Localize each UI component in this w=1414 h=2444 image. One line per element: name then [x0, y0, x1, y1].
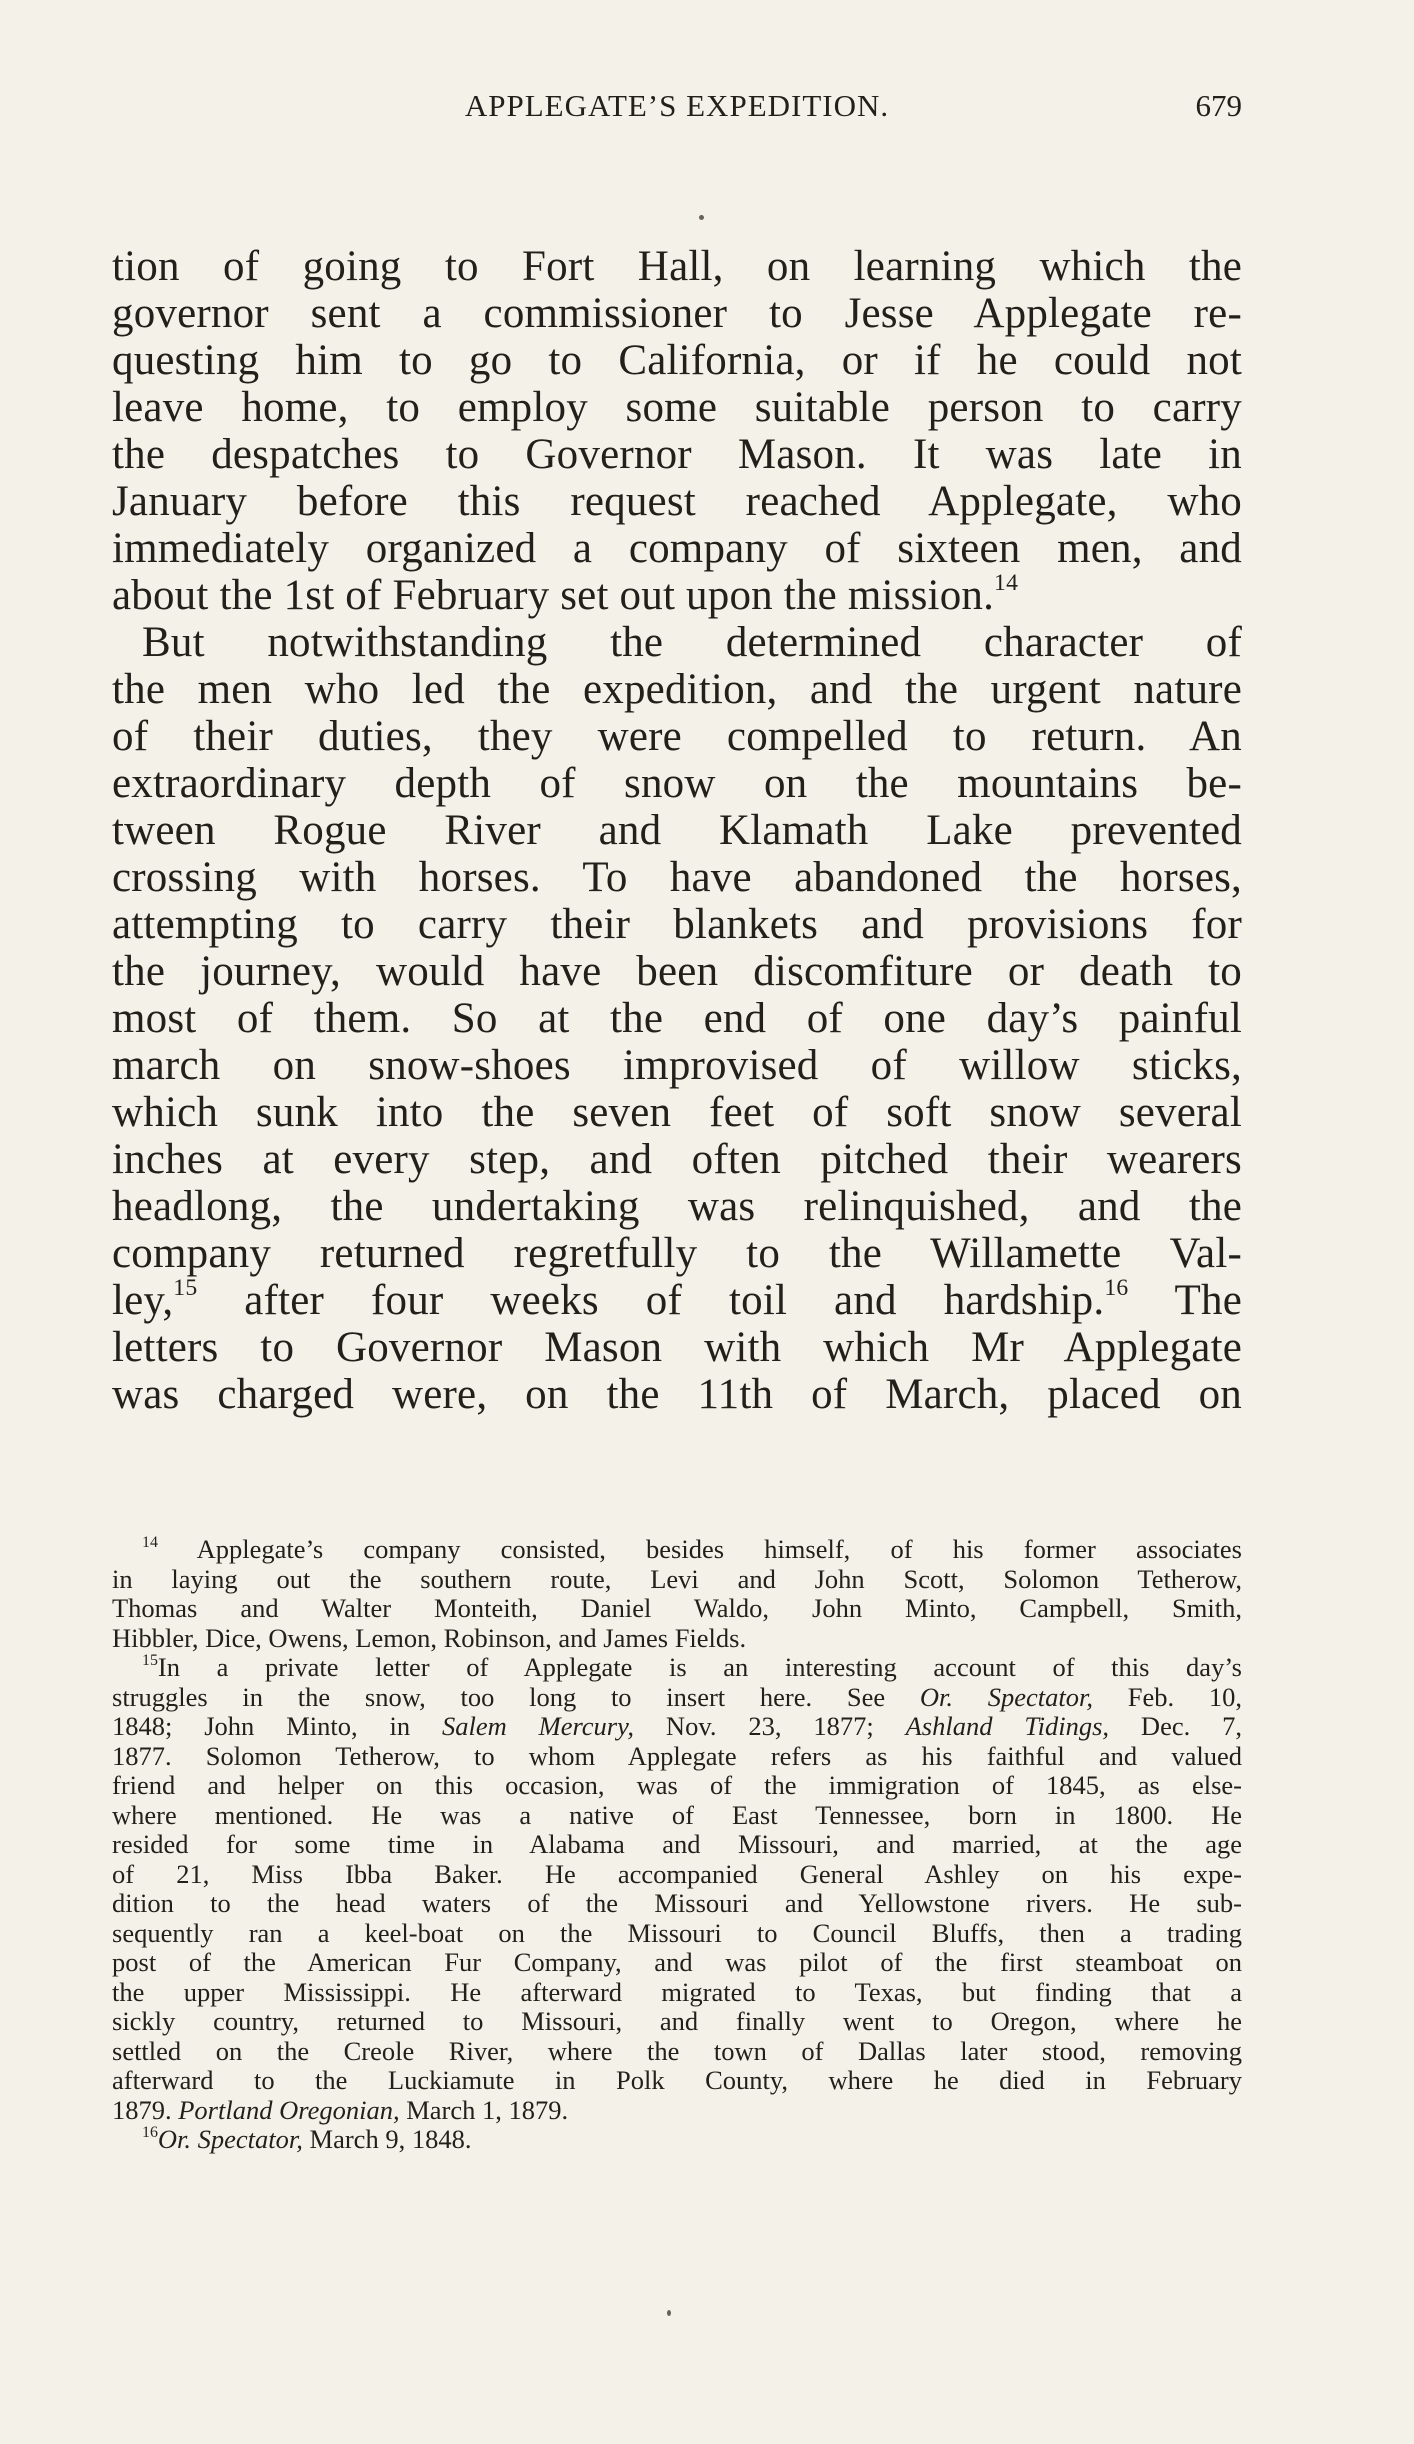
running-head [112, 88, 1242, 128]
footnote-15-line: 1848; John Minto, in Salem Mercury, Nov. 23, 1877; Ashland Tidings, Dec. 7, [112, 1711, 1242, 1741]
footnote-15-line: the upper Mississippi. He afterward migrated to Texas, but finding that a [112, 1976, 1242, 2007]
body-line: which sunk into the seven feet of soft snow several [112, 1089, 1242, 1136]
citation-title: Salem Mercury, [441, 1711, 635, 1741]
footnote-14-mark: 14 [142, 1533, 158, 1551]
footnote-15-line: of 21, Miss Ibba Baker. He accompanied General Ashley on his expe- [112, 1858, 1242, 1889]
running-title: APPLEGATE’S EXPEDITION. [464, 88, 890, 123]
body-line: of their duties, they were compelled to return. An [112, 713, 1242, 760]
footnote-15-line: sequently ran a keel-boat on the Missouri to Council Bluffs, then a trading [112, 1917, 1242, 1948]
footnote-15-line: settled on the Creole River, where the town of Dallas later stood, removing [112, 2035, 1242, 2066]
footnote-14-line: Thomas and Walter Monteith, Daniel Waldo, John Minto, Campbell, Smith, [112, 1593, 1242, 1623]
footnote-15-line: where mentioned. He was a native of East Tennessee, born in 1800. He [112, 1799, 1242, 1830]
footnote-15-line: post of the American Fur Company, and was pilot of the first steamboat on [112, 1947, 1242, 1977]
footnote-14-line: in laying out the southern route, Levi and John Scott, Solomon Tetherow, [112, 1563, 1242, 1594]
footnote-14-line: Hibbler, Dice, Owens, Lemon, Robinson, and James Fields. [112, 1622, 747, 1653]
footnote-15-mark: 15 [142, 1651, 158, 1669]
ink-speck [699, 215, 704, 220]
footnote-15-line: 1877. Solomon Tetherow, to whom Applegate refers as his faithful and valued [112, 1740, 1242, 1771]
body-line: questing him to go to California, or if he could not [112, 337, 1242, 384]
body-line: march on snow-shoes improvised of willow sticks, [112, 1042, 1242, 1089]
citation-title: Ashland Tidings, [905, 1711, 1110, 1741]
footnote-15-line: afterward to the Luckiamute in Polk County, where he died in February [112, 2065, 1242, 2095]
footnote-15-line: dition to the head waters of the Missouri and Yellowstone rivers. He sub- [112, 1888, 1242, 1918]
body-line: extraordinary depth of snow on the mountains be- [112, 760, 1242, 807]
body-text [112, 243, 1242, 1418]
body-line: company returned regretfully to the Willamette Val- [112, 1230, 1242, 1277]
footnote-15-line: friend and helper on this occasion, was of the immigration of 1845, as else- [112, 1770, 1242, 1800]
body-line: tion of going to Fort Hall, on learning which the [112, 243, 1242, 290]
body-line-text: The [1128, 1277, 1242, 1324]
footnote-16-mark: 16 [142, 2123, 158, 2141]
footnote-ref-16: 16 [1104, 1275, 1129, 1302]
footnote-15-line: resided for some time in Alabama and Missouri, and married, at the age [112, 1829, 1242, 1859]
body-line: headlong, the undertaking was relinquished, and the [112, 1183, 1242, 1230]
body-line-text: ley, [112, 1277, 174, 1324]
body-line: inches at every step, and often pitched their wearers [112, 1136, 1242, 1183]
footnote-ref-15: 15 [173, 1275, 198, 1302]
citation-title: Or. Spectator, [157, 2124, 303, 2154]
body-line: governor sent a commissioner to Jesse Applegate re- [112, 290, 1242, 337]
book-page [112, 0, 1242, 2444]
body-line: crossing with horses. To have abandoned the horses, [112, 854, 1242, 901]
body-line: the despatches to Governor Mason. It was late in [112, 431, 1242, 478]
body-line-text: after four weeks of toil and hardship. [197, 1277, 1105, 1324]
footnote-15-line: struggles in the snow, too long to insert here. See Or. Spectator, Feb. 10, [112, 1681, 1243, 1712]
footnote-16-line: $^{16}$Or. Spectator, March 9, 1848. [142, 2123, 472, 2154]
body-line-text: about the 1st of February set out upon the mission. [112, 572, 995, 619]
body-line: attempting to carry their blankets and provisions for [112, 901, 1242, 948]
body-line: leave home, to employ some suitable person to carry [112, 384, 1242, 431]
page-number: 679 [1195, 88, 1242, 123]
ink-speck [667, 2310, 671, 2316]
body-line [112, 572, 1242, 619]
body-line: the journey, would have been discomfiture or death to [112, 948, 1242, 995]
citation-title: Or. Spectator, [919, 1681, 1094, 1712]
body-line: January before this request reached Applegate, who [112, 478, 1242, 525]
body-line: most of them. So at the end of one day’s painful [112, 995, 1242, 1042]
footnotes [112, 1535, 1242, 2155]
body-line: was charged were, on the 11th of March, placed on [112, 1371, 1242, 1418]
footnote-15-line: $^{15}$In a private letter of Applegate is an interesting account of this day’s [142, 1651, 1242, 1682]
body-line [112, 1277, 1242, 1324]
footnote-14-line: $^{14}$ Applegate’s company consisted, besides himself, of his former associates [142, 1533, 1242, 1564]
body-line: But notwithstanding the determined character of [142, 619, 1242, 666]
body-line: the men who led the expedition, and the urgent nature [112, 666, 1242, 713]
body-line: tween Rogue River and Klamath Lake prevented [112, 807, 1242, 854]
footnote-15-line: 1879. Portland Oregonian, March 1, 1879. [112, 2094, 569, 2125]
footnote-15-line: sickly country, returned to Missouri, and finally went to Oregon, where he [112, 2006, 1242, 2036]
footnote-ref-14: 14 [994, 570, 1019, 597]
citation-title: Portland Oregonian, [178, 2094, 400, 2125]
body-line: letters to Governor Mason with which Mr Applegate [112, 1324, 1242, 1371]
body-line: immediately organized a company of sixteen men, and [112, 525, 1242, 572]
